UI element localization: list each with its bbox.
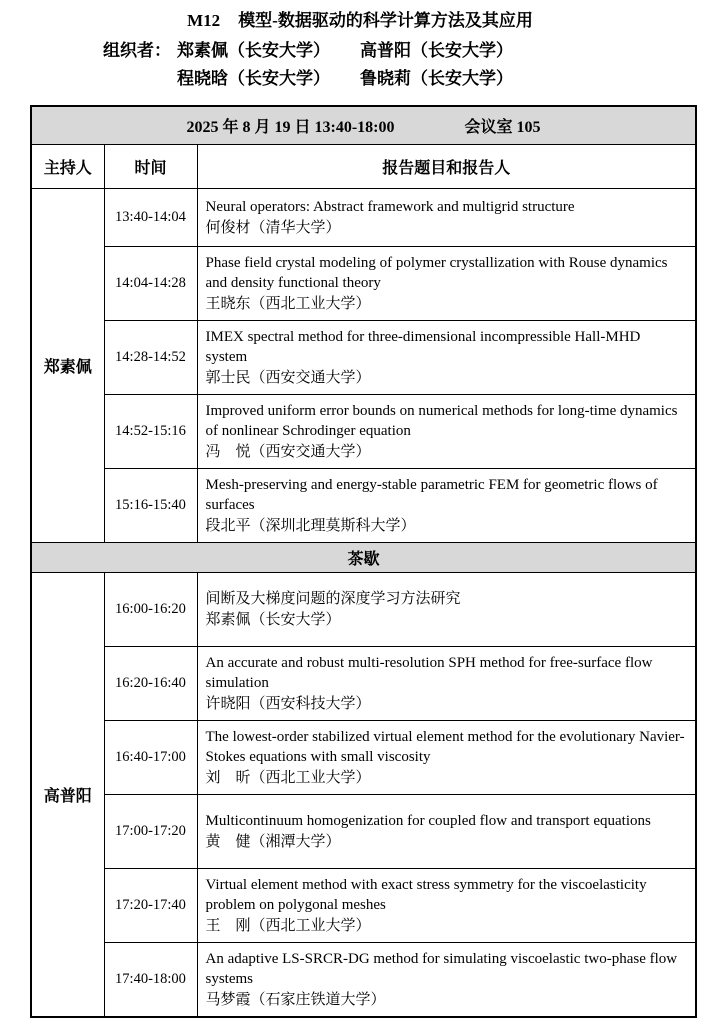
talk-cell — [197, 246, 696, 320]
session-datetime: 2025 年 8 月 19 日 13:40-18:00 — [186, 118, 395, 136]
table-row — [31, 188, 696, 246]
talk-time: 13:40-14:04 — [104, 188, 197, 246]
talk-title: Neural operators: Abstract framework and multigrid structure — [205, 198, 575, 215]
table-row — [31, 720, 696, 794]
talk-title: Phase field crystal modeling of polymer crystallization with Rouse dynamics and density functional theory — [205, 254, 668, 291]
talk-title: Mesh-preserving and energy-stable parametric FEM for geometric flows of surfaces — [205, 476, 658, 513]
title-block — [0, 8, 720, 93]
talk-time: 16:20-16:40 — [104, 646, 197, 720]
table-row — [31, 572, 696, 646]
talk-speaker: 王 刚（西北工业大学） — [205, 917, 371, 934]
column-header-talks: 报告题目和报告人 — [197, 144, 696, 188]
table-row — [31, 794, 696, 868]
talk-cell — [197, 942, 696, 1017]
organizer-name: 程晓晗（长安大学） — [177, 69, 330, 88]
talk-time: 16:40-17:00 — [104, 720, 197, 794]
talk-speaker: 许晓阳（西安科技大学） — [205, 695, 371, 712]
table-row — [31, 468, 696, 542]
talk-speaker: 王晓东（西北工业大学） — [205, 295, 371, 312]
organizers-list — [177, 37, 513, 93]
column-header-time: 时间 — [104, 144, 197, 188]
talk-time: 17:00-17:20 — [104, 794, 197, 868]
talk-speaker: 黄 健（湘潭大学） — [205, 833, 341, 850]
tea-break-label: 茶歇 — [31, 542, 696, 572]
talk-cell — [197, 320, 696, 394]
talk-title: Virtual element method with exact stress symmetry for the viscoelasticity problem on polygonal meshes — [205, 876, 647, 913]
talk-time: 16:00-16:20 — [104, 572, 197, 646]
banner-cell — [31, 106, 696, 144]
talk-title: The lowest-order stabilized virtual element method for the evolutionary Navier-Stokes equations with small viscosity — [205, 728, 685, 765]
column-header-row — [31, 144, 696, 188]
talk-cell — [197, 468, 696, 542]
organizer-name: 高普阳（长安大学） — [360, 41, 513, 60]
chair-name: 郑素佩 — [31, 188, 104, 542]
session-code: M12 — [187, 11, 221, 30]
talk-title: An adaptive LS-SRCR-DG method for simulating viscoelastic two-phase flow systems — [205, 950, 678, 987]
organizer-name: 鲁晓莉（长安大学） — [360, 69, 513, 88]
talk-time: 17:20-17:40 — [104, 868, 197, 942]
table-row — [31, 320, 696, 394]
banner-row — [31, 106, 696, 144]
talk-speaker: 冯 悦（西安交通大学） — [205, 443, 371, 460]
page-title — [0, 8, 720, 34]
talk-speaker: 段北平（深圳北理莫斯科大学） — [205, 517, 416, 534]
talk-cell — [197, 394, 696, 468]
session-title: 模型-数据驱动的科学计算方法及其应用 — [238, 11, 533, 30]
table-row — [31, 868, 696, 942]
talk-title: Improved uniform error bounds on numerical methods for long-time dynamics of nonlinear Schrodinger equation — [205, 402, 678, 439]
talk-title: An accurate and robust multi-resolution SPH method for free-surface flow simulation — [205, 654, 653, 691]
talk-time: 14:52-15:16 — [104, 394, 197, 468]
talk-cell — [197, 572, 696, 646]
talk-speaker: 何俊材（清华大学） — [205, 219, 341, 236]
organizers-label: 组织者： — [103, 41, 171, 60]
talk-time: 15:16-15:40 — [104, 468, 197, 542]
talk-cell — [197, 720, 696, 794]
break-row — [31, 542, 696, 572]
table-row — [31, 246, 696, 320]
talk-speaker: 马梦霞（石家庄铁道大学） — [205, 991, 386, 1008]
talk-speaker: 刘 昕（西北工业大学） — [205, 769, 371, 786]
organizers-block — [103, 37, 720, 93]
talk-time: 17:40-18:00 — [104, 942, 197, 1017]
talk-speaker: 郑素佩（长安大学） — [205, 611, 341, 628]
talk-time: 14:04-14:28 — [104, 246, 197, 320]
table-row — [31, 646, 696, 720]
session-room: 会议室 105 — [464, 118, 541, 136]
organizers-row — [177, 65, 513, 93]
organizers-row — [177, 37, 513, 65]
talk-cell — [197, 646, 696, 720]
talk-title: Multicontinuum homogenization for coupled flow and transport equations — [205, 812, 651, 829]
chair-name: 高普阳 — [31, 572, 104, 1017]
schedule-table — [30, 105, 697, 1018]
talk-cell — [197, 794, 696, 868]
talk-title: IMEX spectral method for three-dimensional incompressible Hall-MHD system — [205, 328, 641, 365]
talk-speaker: 郭士民（西安交通大学） — [205, 369, 371, 386]
talk-cell — [197, 188, 696, 246]
talk-cell — [197, 868, 696, 942]
column-header-chair: 主持人 — [31, 144, 104, 188]
talk-time: 14:28-14:52 — [104, 320, 197, 394]
table-row — [31, 394, 696, 468]
talk-title: 间断及大梯度问题的深度学习方法研究 — [205, 590, 461, 607]
table-row — [31, 942, 696, 1017]
organizer-name: 郑素佩（长安大学） — [177, 41, 330, 60]
